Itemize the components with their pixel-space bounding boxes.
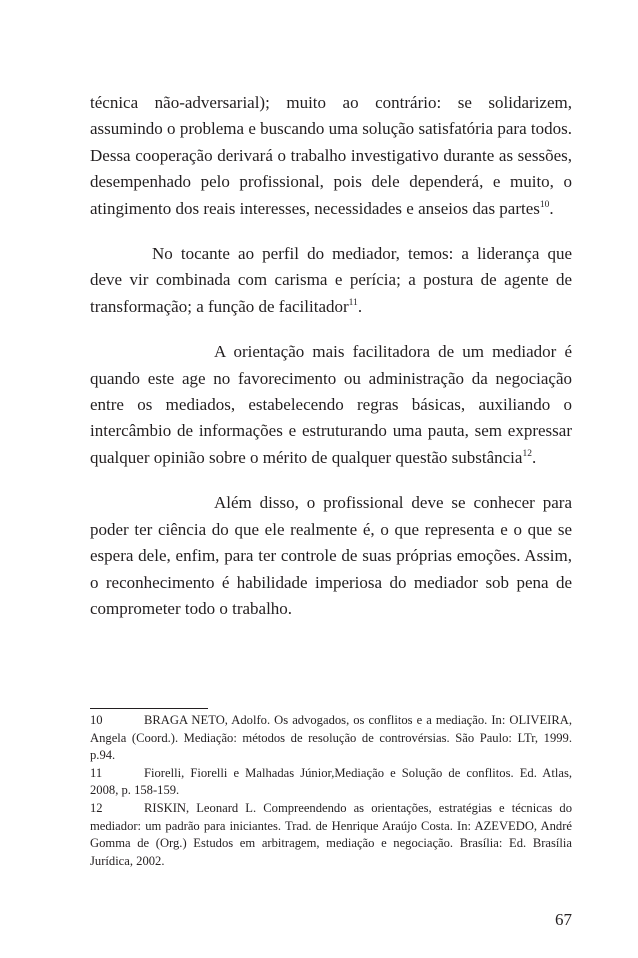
footnotes — [90, 712, 572, 870]
footnote-11 — [90, 765, 572, 800]
footnote-text: Fiorelli, Fiorelli e Malhadas Júnior,Mediação e Solução de conflitos. Ed. Atlas, 2008, p. 158-159. — [90, 765, 572, 798]
footnote-number: 12 — [90, 800, 103, 815]
footnote-10 — [90, 712, 572, 765]
paragraph-1: técnica não-adversarial); muito ao contrário: se solidarizem, assumindo o problema e buscando uma solução satisfatória para todos. Dessa cooperação derivará o trabalho investigativo durante as sessões, desempenhado pelo profissional, pois dele dependerá, e muito, o atingimento dos reais interesses, necessidades e anseios das partes$^{10}$. — [90, 93, 572, 218]
footnote-12 — [90, 800, 572, 870]
paragraph-3: A orientação mais facilitadora de um mediador é quando este age no favorecimento ou administração da negociação entre os mediados, estabelecendo regras básicas, auxiliando o intercâmbio de informações e estruturando uma pauta, sem expressar qualquer opinião sobre o mérito de qualquer questão substância$^{12}$. — [90, 342, 572, 467]
footnote-ref-11[interactable]: 11 — [348, 297, 358, 308]
footnote-separator — [90, 708, 208, 709]
body-text — [90, 90, 572, 622]
page-number: 67 — [555, 910, 572, 929]
footnote-number: 11 — [90, 765, 103, 780]
footnote-text: BRAGA NETO, Adolfo. Os advogados, os conflitos e a mediação. In: OLIVEIRA, Angela (Coord.). Mediação: métodos de resolução de controvérsias. São Paulo: LTr, 1999. p.94. — [90, 713, 572, 763]
footnote-number: 10 — [90, 713, 103, 727]
paragraph-2: No tocante ao perfil do mediador, temos: a liderança que deve vir combinada com carisma e perícia; a postura de agente de transformação; a função de facilitador$^{11}$. — [90, 244, 572, 316]
footnote-text: RISKIN, Leonard L. Compreendendo as orientações, estratégias e técnicas do mediador: um padrão para iniciantes. Trad. de Henrique Araújo Costa. In: AZEVEDO, André Gomma de (Org.) Estudos em arbitragem, mediação e negociação. Brasília: Ed. Brasília Jurídica, 2002. — [90, 800, 572, 868]
paragraph-4: Além disso, o profissional deve se conhecer para poder ter ciência do que ele realmente é, o que representa e o que se espera dele, enfim, para ter controle de suas próprias emoções. Assim, o reconhecimento é habilidade imperiosa do mediador sob pena de comprometer todo o trabalho. — [90, 493, 572, 618]
footnote-ref-12[interactable]: 12 — [522, 448, 532, 459]
footnote-ref-10[interactable]: 10 — [539, 199, 550, 210]
